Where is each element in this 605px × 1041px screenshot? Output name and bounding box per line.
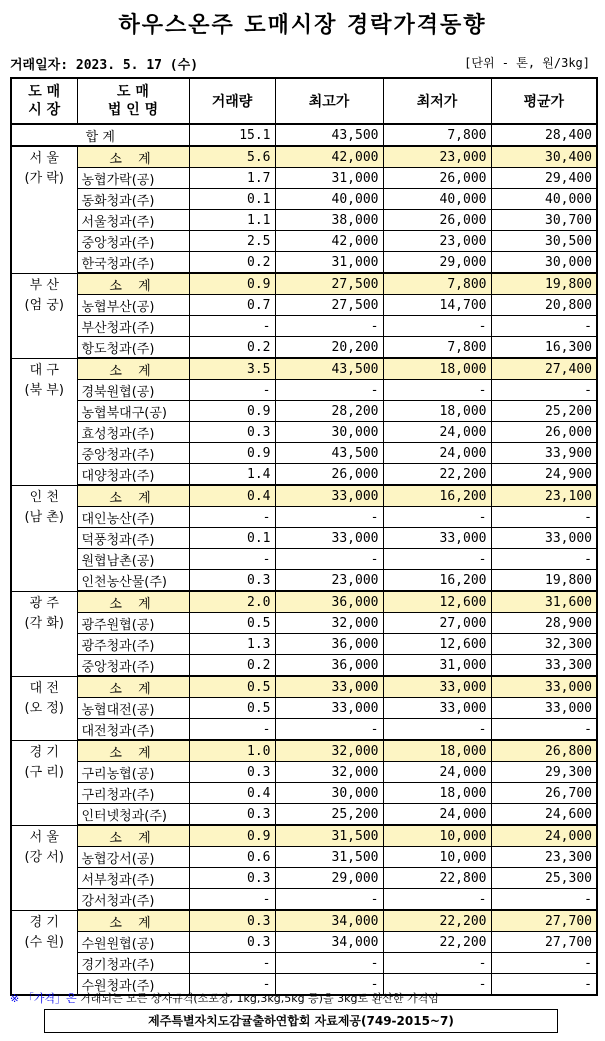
table-row [11,337,597,359]
min-price-cell: - [383,549,491,570]
corp-name: 덕풍청과(주) [77,528,189,549]
volume-cell: 0.4 [189,783,275,804]
avg-price-cell: 27,700 [491,910,597,932]
volume-cell: 0.3 [189,422,275,443]
avg-price-cell: - [491,507,597,528]
table-row [11,422,597,443]
avg-price-cell: 33,000 [491,528,597,549]
market-location: (남 촌) [24,509,64,525]
max-price-cell: 38,000 [275,210,383,231]
min-price-cell: 33,000 [383,528,491,549]
volume-cell: 0.5 [189,613,275,634]
table-row [11,380,597,401]
min-price-cell: 40,000 [383,189,491,210]
table-row [11,889,597,911]
avg-price-cell: - [491,316,597,337]
avg-price-cell: - [491,719,597,741]
corp-name: 항도청과(주) [77,337,189,359]
avg-price-cell: 30,700 [491,210,597,231]
market-location: (강 서) [24,849,64,865]
market-cell [11,591,77,676]
avg-price-cell: 26,800 [491,740,597,762]
total-min: 7,800 [383,124,491,146]
volume-cell: 0.9 [189,273,275,295]
avg-price-cell: 30,000 [491,252,597,274]
trade-date: 거래일자: 2023. 5. 17 (수) [10,58,199,73]
corp-name: 수원청과(주) [77,974,189,996]
subtotal-row [11,485,597,507]
market-location: (가 락) [24,171,64,186]
min-price-cell: 23,000 [383,231,491,252]
corp-name: 광주원협(공) [77,613,189,634]
max-price-cell: 20,200 [275,337,383,359]
table-row [11,783,597,804]
market-location: (북 부) [24,382,64,398]
market-cell [11,273,77,358]
volume-cell: 0.3 [189,868,275,889]
volume-cell: - [189,953,275,974]
volume-cell: 0.1 [189,189,275,210]
max-price-cell: 34,000 [275,932,383,953]
avg-price-cell: 33,300 [491,655,597,677]
volume-cell: 0.7 [189,295,275,316]
corp-name: 광주청과(주) [77,634,189,655]
volume-cell: 0.1 [189,528,275,549]
market-cell [11,825,77,910]
max-price-cell: - [275,719,383,741]
market-location: (수 원) [24,934,64,950]
market-name: 서 울 [29,151,59,166]
avg-price-cell: 25,200 [491,401,597,422]
max-price-cell: - [275,549,383,570]
max-price-cell: 30,000 [275,783,383,804]
table-row [11,719,597,741]
table-row [11,528,597,549]
volume-cell: 0.2 [189,337,275,359]
table-row [11,507,597,528]
header-market-line2: 시 장 [28,102,61,118]
volume-cell: 5.6 [189,146,275,168]
min-price-cell: 22,800 [383,868,491,889]
market-name: 경 기 [29,914,59,930]
max-price-cell: 31,000 [275,252,383,274]
market-cell [11,676,77,740]
market-name: 대 전 [29,680,59,696]
volume-cell: 0.3 [189,804,275,826]
table-row [11,401,597,422]
corp-name: 농협대전(공) [77,698,189,719]
header-market [11,78,77,124]
max-price-cell: 42,000 [275,146,383,168]
market-cell [11,146,77,273]
min-price-cell: - [383,953,491,974]
max-price-cell: 28,200 [275,401,383,422]
corp-name: 인터넷청과(주) [77,804,189,826]
min-price-cell: 24,000 [383,762,491,783]
subtotal-row [11,910,597,932]
volume-cell: - [189,380,275,401]
volume-cell: 1.7 [189,168,275,189]
min-price-cell: - [383,974,491,996]
header-min: 최저가 [383,78,491,124]
avg-price-cell: 26,000 [491,422,597,443]
avg-price-cell: 29,300 [491,762,597,783]
avg-price-cell: 30,400 [491,146,597,168]
volume-cell: 0.9 [189,443,275,464]
corp-name: 소 계 [77,676,189,698]
header-row [11,78,597,124]
corp-name: 소 계 [77,591,189,613]
min-price-cell: 10,000 [383,825,491,847]
volume-cell: 0.9 [189,401,275,422]
header-volume: 거래량 [189,78,275,124]
table-row [11,252,597,274]
avg-price-cell: 19,800 [491,570,597,592]
avg-price-cell: - [491,889,597,911]
page-title: 하우스온주 도매시장 경락가격동향 [118,13,487,38]
max-price-cell: 27,500 [275,273,383,295]
corp-name: 구리농협(공) [77,762,189,783]
subtotal-row [11,676,597,698]
corp-name: 인천농산물(주) [77,570,189,592]
avg-price-cell: 27,700 [491,932,597,953]
corp-name: 구리청과(주) [77,783,189,804]
max-price-cell: 32,000 [275,762,383,783]
min-price-cell: - [383,380,491,401]
subtotal-row [11,825,597,847]
min-price-cell: - [383,889,491,911]
max-price-cell: 43,500 [275,443,383,464]
corp-name: 경기청과(주) [77,953,189,974]
corp-name: 경북원협(공) [77,380,189,401]
price-table [10,77,598,996]
min-price-cell: 22,200 [383,910,491,932]
corp-name: 소 계 [77,825,189,847]
avg-price-cell: 28,900 [491,613,597,634]
avg-price-cell: 23,300 [491,847,597,868]
min-price-cell: 27,000 [383,613,491,634]
min-price-cell: 33,000 [383,676,491,698]
min-price-cell: 26,000 [383,210,491,231]
max-price-cell: 34,000 [275,910,383,932]
market-location: (각 화) [24,615,64,631]
min-price-cell: 22,200 [383,464,491,486]
corp-name: 강서청과(주) [77,889,189,911]
max-price-cell: 26,000 [275,464,383,486]
volume-cell: 0.4 [189,485,275,507]
table-row [11,613,597,634]
table-row [11,762,597,783]
footnote-text: 거래되는 모든 상자규격(소포장, 1kg,3kg,5kg 등)을 3kg로 환산한 가격임 [80,992,439,1005]
min-price-cell: 7,800 [383,337,491,359]
market-location: (오 정) [24,700,64,716]
corp-name: 효성청과(주) [77,422,189,443]
volume-cell: 1.1 [189,210,275,231]
corp-name: 한국청과(주) [77,252,189,274]
corp-name: 소 계 [77,910,189,932]
max-price-cell: 32,000 [275,613,383,634]
max-price-cell: 40,000 [275,189,383,210]
volume-cell: - [189,889,275,911]
subtotal-row [11,591,597,613]
volume-cell: - [189,549,275,570]
volume-cell: 1.4 [189,464,275,486]
corp-name: 농협북대구(공) [77,401,189,422]
corp-name: 수원원협(공) [77,932,189,953]
avg-price-cell: 29,400 [491,168,597,189]
avg-price-cell: 40,000 [491,189,597,210]
volume-cell: 0.3 [189,910,275,932]
volume-cell: - [189,507,275,528]
min-price-cell: 18,000 [383,401,491,422]
avg-price-cell: - [491,549,597,570]
market-cell [11,485,77,591]
market-cell [11,740,77,825]
volume-cell: 0.3 [189,932,275,953]
market-name: 광 주 [29,595,59,611]
table-row [11,295,597,316]
table-row [11,868,597,889]
min-price-cell: 7,800 [383,273,491,295]
min-price-cell: 10,000 [383,847,491,868]
table-row [11,570,597,592]
corp-name: 서울청과(주) [77,210,189,231]
max-price-cell: 36,000 [275,634,383,655]
volume-cell: 1.3 [189,634,275,655]
total-row [11,124,597,146]
max-price-cell: 31,500 [275,825,383,847]
table-row [11,549,597,570]
corp-name: 서부청과(주) [77,868,189,889]
table-row [11,698,597,719]
table-row [11,655,597,677]
avg-price-cell: - [491,953,597,974]
max-price-cell: 25,200 [275,804,383,826]
min-price-cell: 12,600 [383,591,491,613]
min-price-cell: 18,000 [383,358,491,380]
total-label: 합 계 [11,124,189,146]
avg-price-cell: 16,300 [491,337,597,359]
max-price-cell: 23,000 [275,570,383,592]
volume-cell: 0.2 [189,655,275,677]
table-row [11,168,597,189]
info-row [10,54,590,73]
max-price-cell: - [275,889,383,911]
avg-price-cell: 24,600 [491,804,597,826]
min-price-cell: 14,700 [383,295,491,316]
corp-name: 소 계 [77,485,189,507]
market-name: 경 기 [29,744,59,760]
min-price-cell: 12,600 [383,634,491,655]
avg-price-cell: 25,300 [491,868,597,889]
market-name: 서 울 [29,829,59,845]
footnote-mark: ※ 「가격」은 [10,992,77,1005]
header-corp-line2: 법 인 명 [107,102,159,118]
header-corp-line1: 도 매 [117,84,149,100]
max-price-cell: 36,000 [275,655,383,677]
max-price-cell: 33,000 [275,698,383,719]
avg-price-cell: 20,800 [491,295,597,316]
avg-price-cell: 33,000 [491,676,597,698]
max-price-cell: 33,000 [275,676,383,698]
avg-price-cell: 33,900 [491,443,597,464]
volume-cell: 3.5 [189,358,275,380]
market-cell [11,910,77,995]
max-price-cell: 43,500 [275,358,383,380]
table-row [11,847,597,868]
header-market-line1: 도 매 [28,84,61,100]
max-price-cell: 32,000 [275,740,383,762]
min-price-cell: 24,000 [383,443,491,464]
max-price-cell: - [275,507,383,528]
corp-name: 중앙청과(주) [77,231,189,252]
avg-price-cell: 32,300 [491,634,597,655]
corp-name: 대양청과(주) [77,464,189,486]
corp-name: 소 계 [77,358,189,380]
table-row [11,932,597,953]
corp-name: 동화청과(주) [77,189,189,210]
max-price-cell: 27,500 [275,295,383,316]
min-price-cell: - [383,719,491,741]
avg-price-cell: 33,000 [491,698,597,719]
table-row [11,316,597,337]
avg-price-cell: 23,100 [491,485,597,507]
table-row [11,464,597,486]
min-price-cell: 24,000 [383,804,491,826]
corp-name: 농협가락(공) [77,168,189,189]
table-row [11,443,597,464]
avg-price-cell: 30,500 [491,231,597,252]
corp-name: 소 계 [77,273,189,295]
market-location: (엄 궁) [24,297,64,313]
volume-cell: 0.5 [189,698,275,719]
header-corp [77,78,189,124]
total-volume: 15.1 [189,124,275,146]
avg-price-cell: 19,800 [491,273,597,295]
min-price-cell: 29,000 [383,252,491,274]
avg-price-cell: 31,600 [491,591,597,613]
min-price-cell: - [383,507,491,528]
min-price-cell: 24,000 [383,422,491,443]
market-name: 대 구 [29,362,59,378]
volume-cell: 2.5 [189,231,275,252]
avg-price-cell: 24,000 [491,825,597,847]
total-max: 43,500 [275,124,383,146]
min-price-cell: - [383,316,491,337]
max-price-cell: 36,000 [275,591,383,613]
header-max: 최고가 [275,78,383,124]
market-cell [11,358,77,485]
subtotal-row [11,146,597,168]
max-price-cell: 29,000 [275,868,383,889]
corp-name: 원협남촌(공) [77,549,189,570]
volume-cell: 0.2 [189,252,275,274]
volume-cell: 1.0 [189,740,275,762]
subtotal-row [11,740,597,762]
market-name: 인 천 [29,489,59,505]
table-body [11,124,597,995]
subtotal-row [11,273,597,295]
table-row [11,210,597,231]
max-price-cell: 42,000 [275,231,383,252]
min-price-cell: 18,000 [383,740,491,762]
min-price-cell: 33,000 [383,698,491,719]
corp-name: 농협강서(공) [77,847,189,868]
corp-name: 소 계 [77,740,189,762]
avg-price-cell: - [491,974,597,996]
min-price-cell: 18,000 [383,783,491,804]
subtotal-row [11,358,597,380]
corp-name: 대인농산(주) [77,507,189,528]
max-price-cell: 33,000 [275,485,383,507]
max-price-cell: 33,000 [275,528,383,549]
max-price-cell: - [275,316,383,337]
avg-price-cell: 27,400 [491,358,597,380]
table-row [11,804,597,826]
table-row [11,634,597,655]
min-price-cell: 26,000 [383,168,491,189]
market-location: (구 리) [24,764,64,780]
corp-name: 중앙청과(주) [77,655,189,677]
volume-cell: 0.5 [189,676,275,698]
corp-name: 대전청과(주) [77,719,189,741]
max-price-cell: - [275,380,383,401]
corp-name: 소 계 [77,146,189,168]
volume-cell: 0.3 [189,570,275,592]
avg-price-cell: 26,700 [491,783,597,804]
max-price-cell: 31,000 [275,168,383,189]
table-row [11,189,597,210]
min-price-cell: 16,200 [383,570,491,592]
volume-cell: 0.3 [189,762,275,783]
volume-cell: - [189,719,275,741]
min-price-cell: 22,200 [383,932,491,953]
header-avg: 평균가 [491,78,597,124]
table-row [11,231,597,252]
total-avg: 28,400 [491,124,597,146]
unit-label: [단위 - 톤, 원/3kg] [464,56,590,70]
source-box: 제주특별자치도감귤출하연합회 자료제공(749-2015~7) [44,1009,558,1033]
min-price-cell: 16,200 [383,485,491,507]
avg-price-cell: 24,900 [491,464,597,486]
max-price-cell: 30,000 [275,422,383,443]
volume-cell: - [189,974,275,996]
corp-name: 농협부산(공) [77,295,189,316]
min-price-cell: 31,000 [383,655,491,677]
avg-price-cell: - [491,380,597,401]
volume-cell: - [189,316,275,337]
corp-name: 중앙청과(주) [77,443,189,464]
market-name: 부 산 [29,277,59,293]
max-price-cell: - [275,974,383,996]
corp-name: 부산청과(주) [77,316,189,337]
volume-cell: 2.0 [189,591,275,613]
max-price-cell: 31,500 [275,847,383,868]
max-price-cell: - [275,953,383,974]
volume-cell: 0.6 [189,847,275,868]
min-price-cell: 23,000 [383,146,491,168]
volume-cell: 0.9 [189,825,275,847]
table-row [11,953,597,974]
footnote [10,990,596,1006]
